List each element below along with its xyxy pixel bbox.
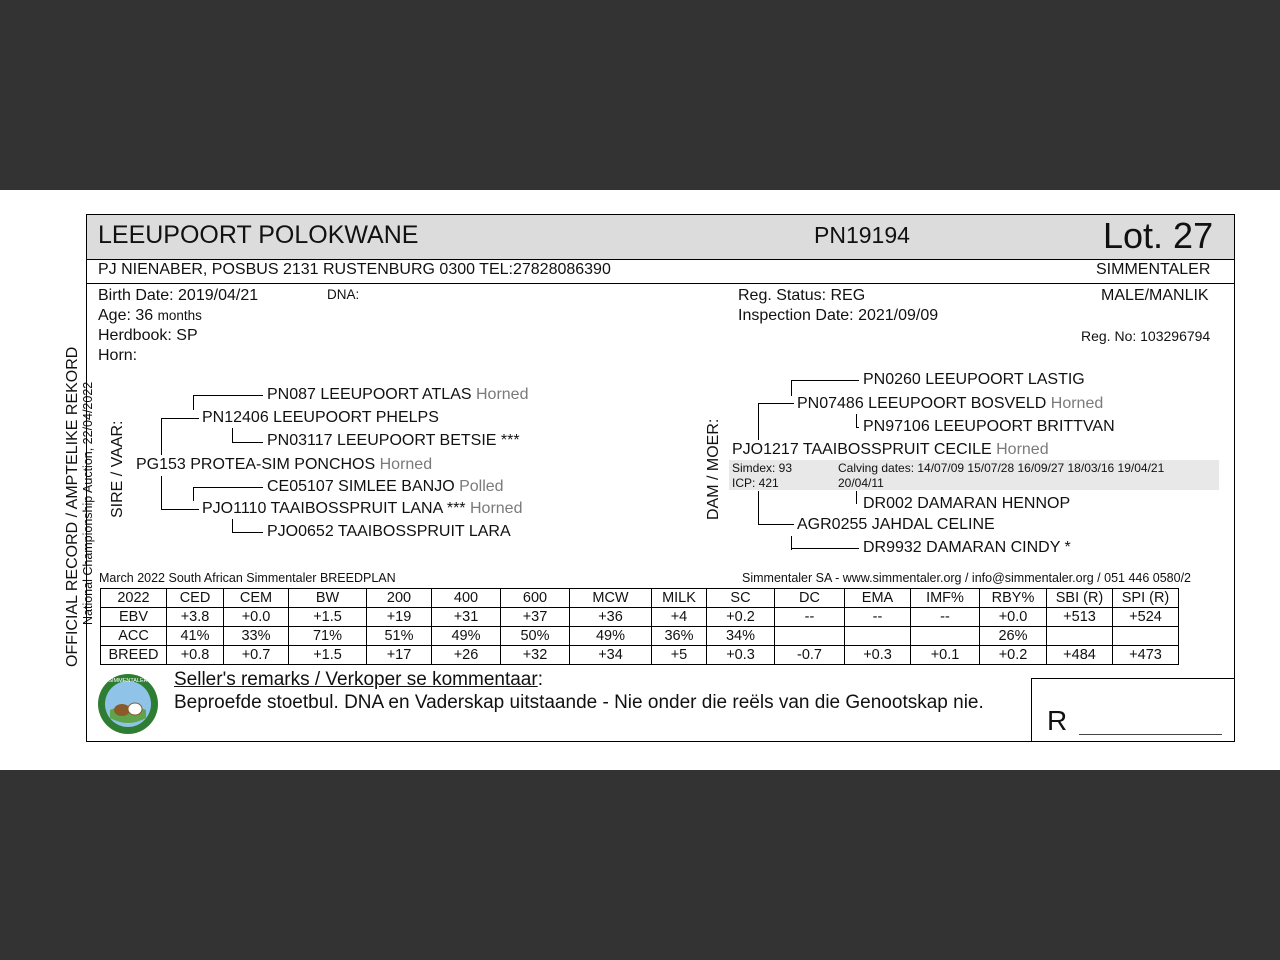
ebv-row-label: EBV xyxy=(101,608,167,627)
logo-cow xyxy=(128,703,142,715)
sire-dam-sire xyxy=(267,478,504,496)
ebv-row-label: ACC xyxy=(101,627,167,646)
sire-sire-sire xyxy=(267,386,528,404)
dam-dam-sire: DR002 DAMARAN HENNOP xyxy=(863,495,1071,512)
ebv-cell: 41% xyxy=(167,627,224,646)
dam-tree-line xyxy=(856,491,857,504)
ebv-cell: 49% xyxy=(570,627,652,646)
sire-tree-line xyxy=(161,418,199,419)
ebv-header-cell: MILK xyxy=(652,589,707,608)
sire-tree-line xyxy=(193,395,263,396)
sire-dam-sire-horn: Polled xyxy=(459,478,504,495)
ebv-cell: +31 xyxy=(432,608,501,627)
ebv-header-cell: CED xyxy=(167,589,224,608)
ebv-cell: +473 xyxy=(1113,646,1179,665)
ebv-cell: 49% xyxy=(432,627,501,646)
sire-sire-dam: PN03117 LEEUPOORT BETSIE *** xyxy=(267,432,520,449)
registration-code: PN19194 xyxy=(814,222,910,248)
ebv-cell: -0.7 xyxy=(775,646,845,665)
ebv-header-cell: 400 xyxy=(432,589,501,608)
sire-tree-line xyxy=(161,418,162,455)
simdex: Simdex: 93 xyxy=(732,461,793,475)
dam-tree-line xyxy=(758,524,794,525)
ebv-cell: +0.1 xyxy=(911,646,980,665)
price-box-top-border xyxy=(1031,678,1234,679)
ebv-header-cell: SBI (R) xyxy=(1047,589,1113,608)
price-input-line[interactable] xyxy=(1079,734,1222,735)
lot-number: Lot. 27 xyxy=(1103,215,1214,256)
ebv-row xyxy=(101,627,1179,646)
sire-horn: Horned xyxy=(379,456,433,473)
reg-number: Reg. No: 103296794 xyxy=(1081,328,1211,344)
auction-vertical-text: National Championship Auction, 22/04/2022 xyxy=(81,381,95,625)
dam-dam: AGR0255 JAHDAL CELINE xyxy=(797,516,995,533)
ebv-header-cell: 200 xyxy=(367,589,432,608)
ebv-cell: +36 xyxy=(570,608,652,627)
sire-tree-line xyxy=(232,442,263,443)
ebv-cell: +513 xyxy=(1047,608,1113,627)
ebv-cell: +484 xyxy=(1047,646,1113,665)
ebv-cell: 50% xyxy=(501,627,570,646)
ebv-cell: +32 xyxy=(501,646,570,665)
birth-date: Birth Date: 2019/04/21 xyxy=(98,287,259,304)
ebv-cell: +17 xyxy=(367,646,432,665)
ebv-cell: +3.8 xyxy=(167,608,224,627)
sire-label: SIRE / VAAR: xyxy=(109,420,126,518)
simmentaler-logo xyxy=(96,672,160,736)
breedplan-contact: Simmentaler SA - www.simmentaler.org / info@simmentaler.org / 051 446 0580/2 xyxy=(742,571,1192,585)
dam-tree-line xyxy=(758,403,794,404)
remarks-text: Beproefde stoetbul. DNA en Vaderskap uitstaande - Nie onder die reëls van die Genootskap nie. xyxy=(174,692,984,713)
ebv-cell: +524 xyxy=(1113,608,1179,627)
ebv-cell xyxy=(911,627,980,646)
price-box-left-border xyxy=(1031,678,1032,741)
dam-tree-line xyxy=(758,403,759,440)
ebv-cell: +19 xyxy=(367,608,432,627)
ebv-header-cell: SPI (R) xyxy=(1113,589,1179,608)
sire-tree-line xyxy=(193,395,194,410)
sire-tree-line xyxy=(161,476,162,510)
sire-tree-line xyxy=(232,519,233,533)
dam-sire-sire: PN0260 LEEUPOORT LASTIG xyxy=(863,371,1085,388)
ebv-header-row xyxy=(101,589,1179,608)
ebv-cell xyxy=(1047,627,1113,646)
ebv-cell xyxy=(1113,627,1179,646)
ebv-cell: 26% xyxy=(980,627,1047,646)
ebv-cell: +4 xyxy=(652,608,707,627)
ebv-cell: +0.2 xyxy=(980,646,1047,665)
ebv-cell: +0.3 xyxy=(845,646,911,665)
dam-sire xyxy=(797,395,1103,413)
ebv-cell: +1.5 xyxy=(289,646,367,665)
dam-sire-horn: Horned xyxy=(1050,395,1104,412)
ebv-cell: 51% xyxy=(367,627,432,646)
dam-tree-line xyxy=(856,427,859,428)
ebv-header-cell: 2022 xyxy=(101,589,167,608)
ebv-header-cell: RBY% xyxy=(980,589,1047,608)
ebv-cell: +26 xyxy=(432,646,501,665)
horn-status: Horn: xyxy=(98,347,138,364)
breeder-address: PJ NIENABER, POSBUS 2131 RUSTENBURG 0300 TEL:27828086390 xyxy=(98,261,611,278)
ebv-cell: +34 xyxy=(570,646,652,665)
sire-tree-line xyxy=(232,428,233,442)
sire-dam xyxy=(202,500,522,518)
sex: MALE/MANLIK xyxy=(1101,287,1209,304)
ebv-header-cell: SC xyxy=(707,589,775,608)
sire-tree-line xyxy=(232,532,263,533)
ebv-cell: 71% xyxy=(289,627,367,646)
dam-sire-name: PN07486 LEEUPOORT BOSVELD xyxy=(797,395,1047,412)
dam-dam-dam: DR9932 DAMARAN CINDY * xyxy=(863,539,1071,556)
remarks-colon: : xyxy=(537,669,543,690)
age-unit: months xyxy=(157,308,202,323)
remarks-title xyxy=(174,669,543,691)
sire-sire: PN12406 LEEUPOORT PHELPS xyxy=(202,409,439,426)
dam-tree-line xyxy=(791,380,792,396)
age-value: Age: 36 xyxy=(98,307,154,324)
sire-name-text: PG153 PROTEA-SIM PONCHOS xyxy=(136,456,376,473)
ebv-table xyxy=(100,588,1179,665)
ebv-cell: -- xyxy=(845,608,911,627)
ebv-cell: +5 xyxy=(652,646,707,665)
ebv-header-cell: DC xyxy=(775,589,845,608)
inspection-date: Inspection Date: 2021/09/09 xyxy=(738,307,939,324)
sire-dam-sire-name: CE05107 SIMLEE BANJO xyxy=(267,478,455,495)
dam-tree-line xyxy=(791,548,859,549)
dam-name xyxy=(732,441,1049,459)
ebv-header-cell: IMF% xyxy=(911,589,980,608)
ebv-cell: +0.7 xyxy=(224,646,289,665)
ebv-cell: +37 xyxy=(501,608,570,627)
ebv-cell xyxy=(845,627,911,646)
sire-sire-sire-name: PN087 LEEUPOORT ATLAS xyxy=(267,386,472,403)
ebv-cell: +0.3 xyxy=(707,646,775,665)
sheet xyxy=(0,190,1280,770)
calving-dates-cont: 20/04/11 xyxy=(838,476,884,490)
sire-sire-sire-horn: Horned xyxy=(476,386,529,403)
ebv-row xyxy=(101,646,1179,665)
ebv-cell: +0.2 xyxy=(707,608,775,627)
age xyxy=(98,307,202,325)
icp: ICP: 421 xyxy=(732,476,779,490)
ebv-header-cell: 600 xyxy=(501,589,570,608)
breed-name: SIMMENTALER xyxy=(1096,261,1211,278)
ebv-cell xyxy=(775,627,845,646)
reg-status: Reg. Status: REG xyxy=(738,287,866,304)
breedplan-title: March 2022 South African Simmentaler BREEDPLAN xyxy=(99,571,396,585)
ebv-cell: +0.0 xyxy=(980,608,1047,627)
sire-dam-horn: Horned xyxy=(469,500,523,517)
ebv-cell: 33% xyxy=(224,627,289,646)
ebv-header-cell: EMA xyxy=(845,589,911,608)
ebv-cell: -- xyxy=(911,608,980,627)
price-label: R xyxy=(1047,705,1068,736)
dam-tree-line xyxy=(791,380,859,381)
sire-tree-line xyxy=(161,509,199,510)
ebv-cell: +1.5 xyxy=(289,608,367,627)
ebv-cell: 34% xyxy=(707,627,775,646)
animal-name: LEEUPOORT POLOKWANE xyxy=(98,221,419,249)
herdbook: Herdbook: SP xyxy=(98,327,198,344)
ebv-row xyxy=(101,608,1179,627)
dam-label: DAM / MOER: xyxy=(705,418,722,520)
calving-dates: Calving dates: 14/07/09 15/07/28 16/09/27 18/03/16 19/04/21 xyxy=(838,461,1165,475)
ebv-header-cell: MCW xyxy=(570,589,652,608)
dam-tree-line xyxy=(856,414,857,428)
ebv-cell: -- xyxy=(775,608,845,627)
dam-tree-line xyxy=(758,491,759,525)
ebv-row-label: BREED xyxy=(101,646,167,665)
sire-name xyxy=(136,456,432,474)
sire-tree-line xyxy=(193,487,194,501)
sire-dam-dam: PJO0652 TAAIBOSSPRUIT LARA xyxy=(267,523,511,540)
dam-horn: Horned xyxy=(996,441,1049,458)
dam-name-text: PJO1217 TAAIBOSSPRUIT CECILE xyxy=(732,441,992,458)
sire-dam-name: PJO1110 TAAIBOSSPRUIT LANA *** xyxy=(202,500,466,517)
ebv-header-cell: BW xyxy=(289,589,367,608)
ebv-cell: 36% xyxy=(652,627,707,646)
sire-tree-line xyxy=(193,487,263,488)
official-record-vertical-text: OFFICIAL RECORD / AMPTELIKE REKORD xyxy=(64,346,81,667)
dna-label: DNA: xyxy=(327,287,360,302)
ebv-cell: +0.8 xyxy=(167,646,224,665)
dam-sire-dam: PN97106 LEEUPOORT BRITTVAN xyxy=(863,418,1115,435)
remarks-title-text: Seller's remarks / Verkoper se kommentaar xyxy=(174,669,538,690)
ebv-header-cell: CEM xyxy=(224,589,289,608)
ebv-cell: +0.0 xyxy=(224,608,289,627)
simdex-box xyxy=(729,460,1219,490)
logo-text: SIMMENTALER xyxy=(108,678,148,684)
